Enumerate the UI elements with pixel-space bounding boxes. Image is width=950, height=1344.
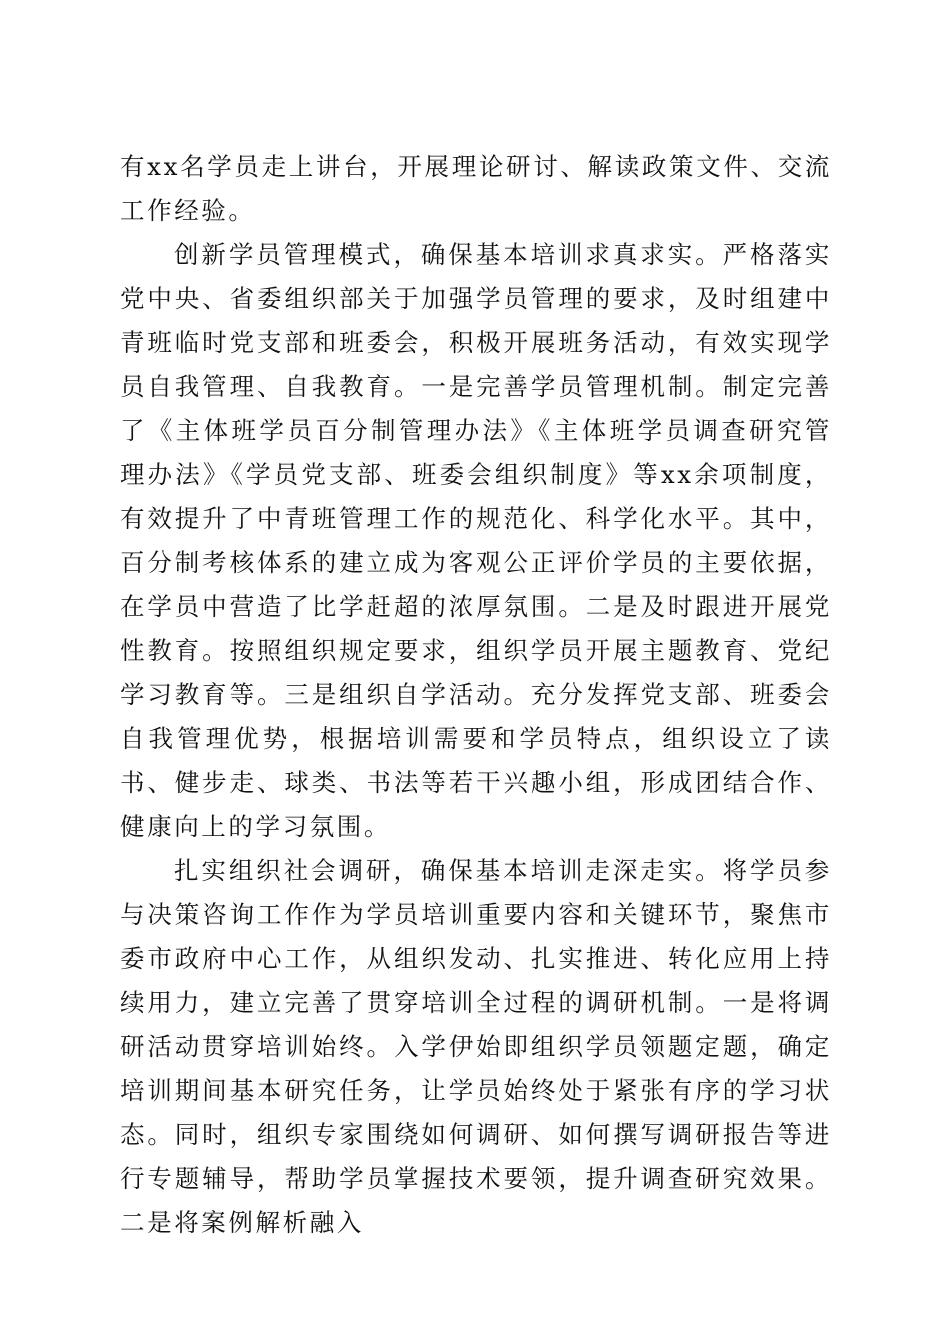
paragraph-social-research: 扎实组织社会调研，确保基本培训走深走实。将学员参与决策咨询工作作为学员培训重要内容和关键环节，聚焦市委市政府中心工作，从组织发动、扎实推进、转化应用上持续用力，建立完善了贯穿培训全过程的调研机制。一是将调研活动贯穿培训始终。入学伊始即组织学员领题定题，确定培训期间基本研究任务，让学员始终处于紧张有序的学习状态。同时，组织专家围绕如何调研、如何撰写调研报告等进行专题辅导，帮助学员掌握技术要领，提升调查研究效果。二是将案例解析融入	[120, 856, 832, 1237]
document-body	[120, 145, 832, 1245]
paragraph-student-management: 创新学员管理模式，确保基本培训求真求实。严格落实党中央、省委组织部关于加强学员管理的要求，及时组建中青班临时党支部和班委会，积极开展班务活动，有效实现学员自我管理、自我教育。一是完善学员管理机制。制定完善了《主体班学员百分制管理办法》《主体班学员调查研究管理办法》《学员党支部、班委会组织制度》等xx余项制度，有效提升了中青班管理工作的规范化、科学化水平。其中，百分制考核体系的建立成为客观公正评价学员的主要依据，在学员中营造了比学赶超的浓厚氛围。二是及时跟进开展党性教育。按照组织规定要求，组织学员开展主题教育、党纪学习教育等。三是组织自学活动。充分发挥党支部、班委会自我管理优势，根据培训需要和学员特点，组织设立了读书、健步走、球类、书法等若干兴趣小组，形成团结合作、健康向上的学习氛围。	[120, 240, 832, 841]
paragraph-continuation: 有xx名学员走上讲台，开展理论研讨、解读政策文件、交流工作经验。	[120, 152, 832, 225]
